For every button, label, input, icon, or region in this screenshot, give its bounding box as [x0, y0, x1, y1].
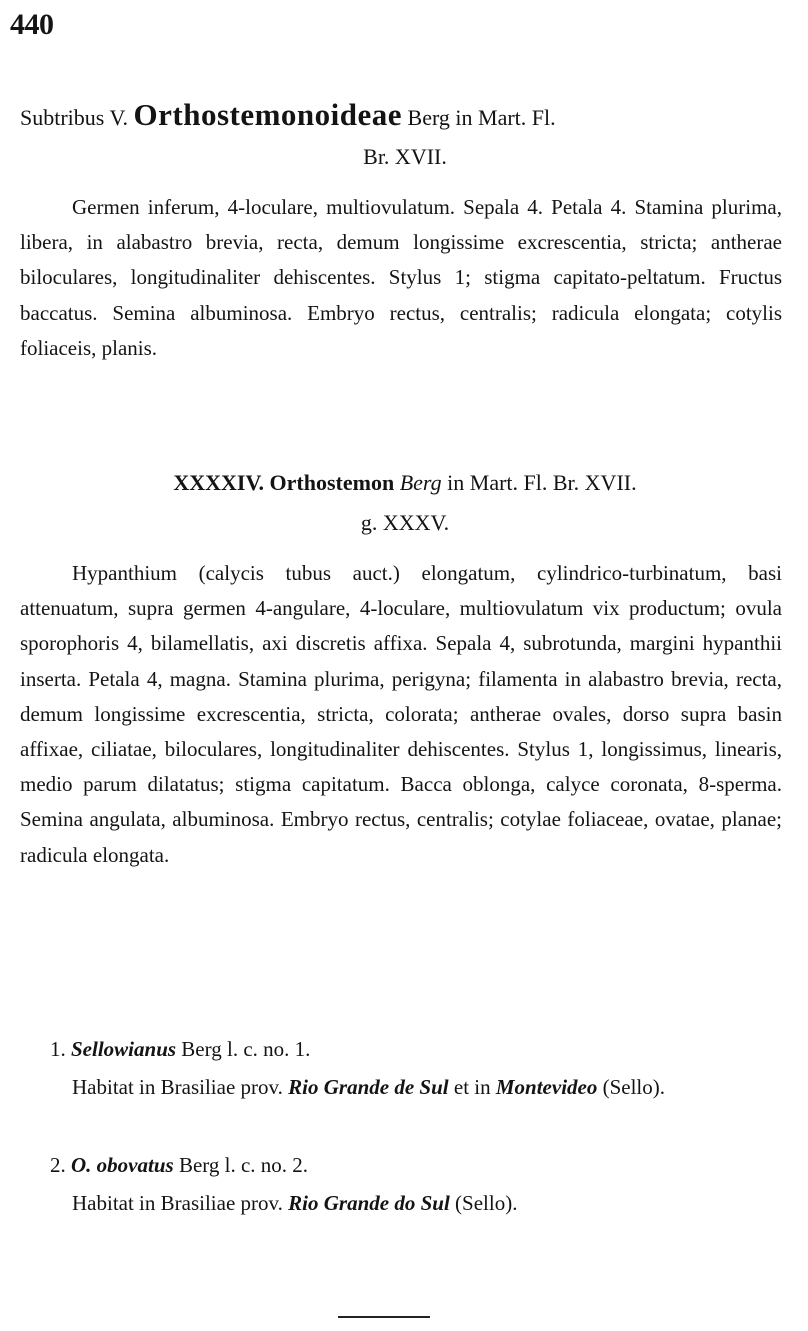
genus-description: [20, 556, 782, 873]
species-1-citation: Berg l. c. no. 1.: [181, 1037, 311, 1061]
species-2-number: 2.: [50, 1153, 66, 1177]
genus-name: Orthostemon: [269, 470, 395, 495]
genus-number: XXXXIV.: [173, 470, 265, 495]
species-1-habitat-connector: et in: [453, 1075, 491, 1099]
species-2-citation: Berg l. c. no. 2.: [178, 1153, 309, 1177]
species-2-entry: [20, 1148, 782, 1183]
species-1-habitat: [20, 1070, 782, 1105]
end-rule: [338, 1316, 430, 1318]
subtribe-name: Orthostemonoideae: [133, 97, 403, 132]
species-2-habitat-place1: Rio Grande do Sul: [288, 1191, 450, 1215]
subtribe-authority: Berg in Mart. Fl.: [407, 105, 556, 130]
species-2-name: O. obovatus: [71, 1153, 174, 1177]
species-1-habitat-place2: Montevideo: [495, 1075, 598, 1099]
subtribe-authority-continued: Br. XVII.: [363, 144, 447, 169]
species-1-entry: [20, 1032, 782, 1067]
genus-authority-rest: in Mart. Fl. Br. XVII.: [447, 470, 637, 495]
species-1-habitat-collector: (Sello).: [602, 1075, 666, 1099]
species-1-number: 1.: [50, 1037, 66, 1061]
genus-heading: [20, 468, 790, 498]
subtribe-prefix: Subtribus V.: [20, 105, 129, 130]
genus-description-text: Hypanthium (calycis tubus auct.) elongatum, cylindrico-turbinatum, basi attenuatum, supra germen 4-angulare, 4-loculare, multiovulatum vix productum; ovula sporophoris 4, bilamellatis, axi discretis affixa. Sepala 4, subrotunda, margini hypanthii inserta. Petala 4, magna. Stamina plurima, perigyna; filamenta in alabastro brevia, recta, demum longissime excrescentia, stricta, colorata; antherae ovales, dorso supra basin affixae, ciliatae, biloculares, longitudinaliter dehiscentes. Stylus 1, longissimus, linearis, medio parum dilatatus; stigma capitatum. Bacca oblonga, calyce coronata, 8-sperma. Semina angulata, albuminosa. Embryo rectus, centralis; cotylae foliaceae, ovatae, planae; radicula elongata.: [20, 561, 782, 867]
species-2-habitat-prefix: Habitat in Brasiliae prov.: [72, 1191, 283, 1215]
genus-authority-name: Berg: [399, 470, 442, 495]
subtribe-description-text: Germen inferum, 4-loculare, multiovulatum. Sepala 4. Petala 4. Stamina plurima, libera, in alabastro brevia, recta, demum longissime excrescentia, stricta; antherae biloculares, longitudinaliter dehiscentes. Stylus 1; stigma capitato-peltatum. Fructus baccatus. Semina albuminosa. Embryo rectus, centralis; radicula elongata; cotylis foliaceis, planis.: [20, 195, 782, 360]
species-1-habitat-prefix: Habitat in Brasiliae prov.: [72, 1075, 283, 1099]
species-1-habitat-place1: Rio Grande de Sul: [288, 1075, 449, 1099]
subtribe-heading: [20, 97, 790, 133]
page-number: 440: [10, 8, 54, 41]
genus-authority-continued: g. XXXV.: [360, 510, 450, 535]
species-2-habitat: [20, 1186, 782, 1221]
species-2-habitat-collector: (Sello).: [455, 1191, 518, 1215]
subtribe-description: [20, 190, 782, 366]
species-1-name: Sellowianus: [71, 1037, 177, 1061]
